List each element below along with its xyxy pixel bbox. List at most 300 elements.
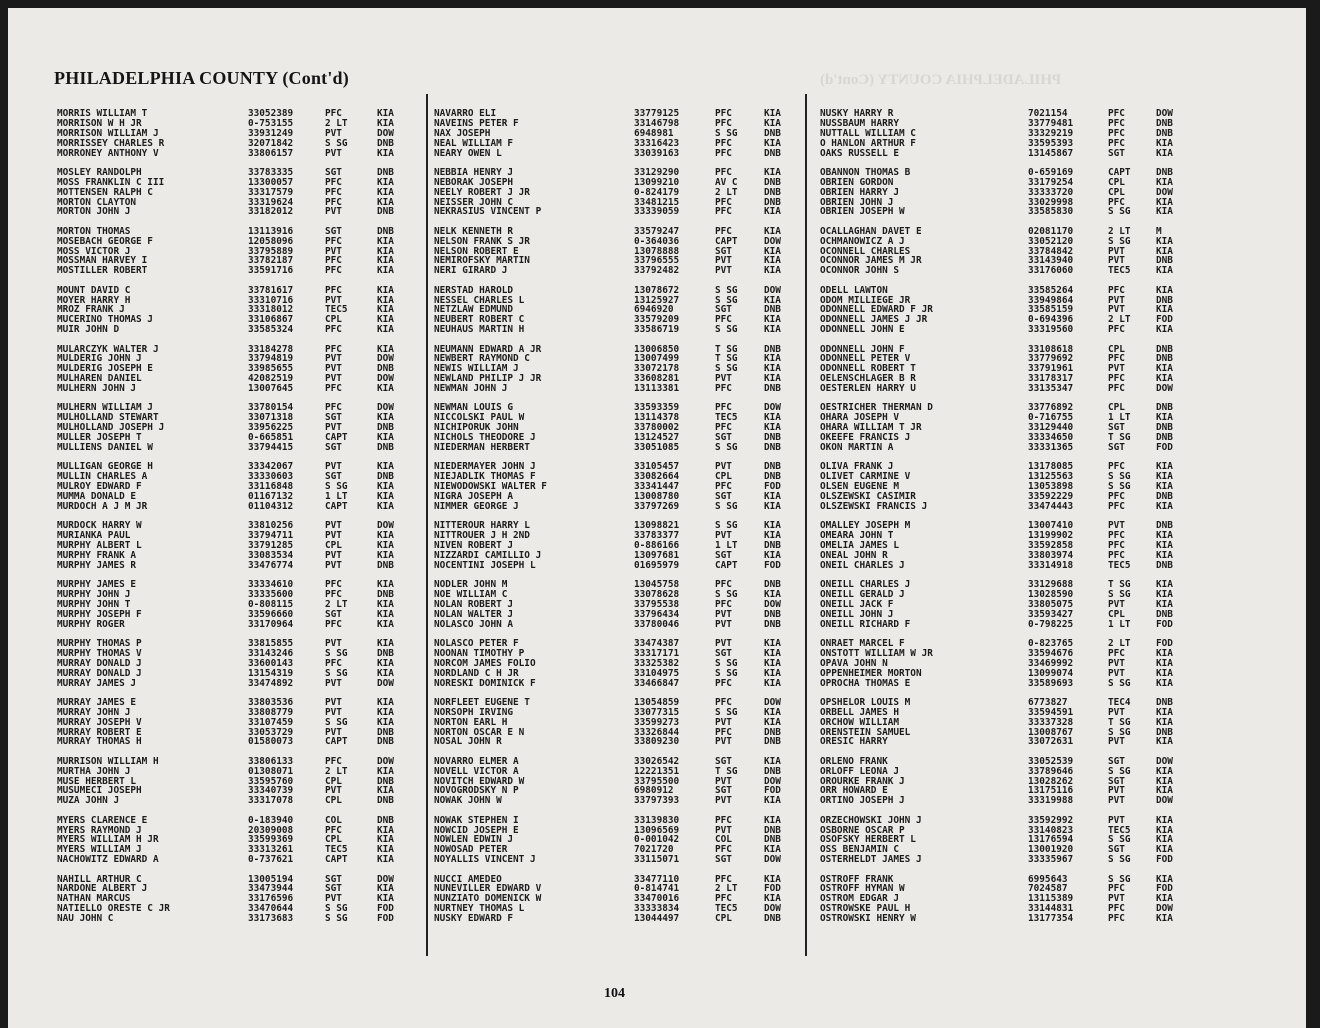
status-code: KIA <box>764 246 781 257</box>
status-code: KIA <box>764 648 781 659</box>
rank: PFC <box>715 599 732 610</box>
rank: PVT <box>1108 521 1125 532</box>
entry-group <box>434 875 804 934</box>
serial-number: 7021720 <box>634 845 674 856</box>
rank: 1 LT <box>1108 413 1131 424</box>
status-code: KIA <box>377 285 394 296</box>
casualty-name: OAKS RUSSELL E <box>820 148 900 159</box>
entry-group <box>820 639 1196 698</box>
status-code: KIA <box>1156 413 1173 424</box>
rank: SGT <box>1108 756 1125 767</box>
status-code: KIA <box>377 697 394 708</box>
rank: S SG <box>1108 727 1131 738</box>
casualty-name: NIEJADLIK THOMAS F <box>434 472 536 483</box>
casualty-row <box>820 423 1196 433</box>
status-code: KIA <box>764 167 781 178</box>
casualty-row <box>434 845 804 855</box>
rank: PVT <box>715 256 732 267</box>
casualty-row <box>434 139 804 149</box>
casualty-name: MULLER JOSEPH T <box>57 433 142 444</box>
rank: TEC5 <box>1108 825 1131 836</box>
entry-group <box>57 462 419 521</box>
rank: CPL <box>1108 403 1125 414</box>
serial-number: 33335600 <box>248 590 294 600</box>
status-code: FOD <box>764 482 781 493</box>
serial-number: 33985655 <box>248 364 294 375</box>
casualty-name: OCONNELL CHARLES <box>820 246 911 257</box>
casualty-name: NAHILL ARTHUR C <box>57 874 142 885</box>
serial-number: 33470644 <box>248 904 294 915</box>
casualty-name: NORSOPH IRVING <box>434 707 514 718</box>
serial-number: 13028262 <box>1028 776 1074 787</box>
rank: PFC <box>1108 354 1125 365</box>
status-code: KIA <box>764 845 781 856</box>
status-code: KIA <box>377 609 394 620</box>
casualty-name: NIEDERMAYER JOHN J <box>434 462 536 473</box>
casualty-row <box>57 659 419 669</box>
serial-number: 33585830 <box>1028 207 1074 218</box>
serial-number: 33796434 <box>634 609 680 620</box>
status-code: DNB <box>377 443 394 453</box>
status-code: KIA <box>377 786 394 797</box>
status-code: KIA <box>377 884 394 895</box>
casualty-row <box>434 835 804 845</box>
rank: PFC <box>715 423 732 434</box>
casualty-row <box>820 305 1196 315</box>
casualty-row <box>57 227 419 237</box>
serial-number: 20309008 <box>248 825 294 836</box>
rank: PVT <box>325 560 342 571</box>
casualty-name: MURPHY JOHN J <box>57 590 131 600</box>
casualty-name: OSOFSKY HERBERT L <box>820 835 916 846</box>
serial-number: 13125563 <box>1028 472 1074 483</box>
casualty-row <box>57 315 419 325</box>
casualty-row <box>57 679 419 689</box>
casualty-row <box>57 149 419 159</box>
serial-number: 33474387 <box>634 639 680 649</box>
status-code: KIA <box>764 796 781 807</box>
casualty-name: NEARY OWEN L <box>434 148 502 159</box>
status-code: DNB <box>377 423 394 434</box>
rank: PFC <box>325 825 342 836</box>
casualty-row <box>434 659 804 669</box>
casualty-row <box>820 345 1196 355</box>
casualty-name: NUNZIATO DOMENICK W <box>434 894 542 905</box>
casualty-row <box>57 286 419 296</box>
rank: CAPT <box>715 236 738 247</box>
entry-group <box>820 875 1196 934</box>
casualty-name: ODOM MILLIEGE JR <box>820 295 911 306</box>
serial-number: 33176596 <box>248 894 294 905</box>
serial-number: 13007410 <box>1028 521 1074 532</box>
casualty-name: OSTROM EDGAR J <box>820 894 900 905</box>
serial-number: 33129290 <box>634 167 680 178</box>
casualty-name: OKEEFE FRANCIS J <box>820 433 911 444</box>
casualty-name: O HANLON ARTHUR F <box>820 138 916 149</box>
serial-number: 33318012 <box>248 305 294 316</box>
casualty-name: NEISSER JOHN C <box>434 197 514 208</box>
status-code: DNB <box>1156 403 1173 414</box>
status-code: KIA <box>1156 835 1173 846</box>
casualty-name: ORBELL JAMES H <box>820 707 900 718</box>
serial-number: 0-716755 <box>1028 413 1074 424</box>
status-code: FOD <box>1156 443 1173 453</box>
status-code: KIA <box>1156 482 1173 493</box>
serial-number: 01580073 <box>248 737 294 748</box>
rank: PFC <box>1108 884 1125 895</box>
status-code: KIA <box>377 707 394 718</box>
status-code: DNB <box>764 737 781 748</box>
serial-number: 33078628 <box>634 590 680 600</box>
casualty-row <box>820 914 1196 924</box>
rank: CPL <box>325 776 342 787</box>
status-code: FOD <box>1156 855 1173 866</box>
casualty-row <box>820 354 1196 364</box>
casualty-name: MURPHY FRANK A <box>57 550 137 561</box>
status-code: KIA <box>377 197 394 208</box>
serial-number: 33797269 <box>634 501 680 512</box>
casualty-name: NOWCID JOSEPH E <box>434 825 519 836</box>
status-code: KIA <box>1156 531 1173 542</box>
rank: PVT <box>1108 707 1125 718</box>
rank: PFC <box>325 344 342 355</box>
status-code: KIA <box>1156 550 1173 561</box>
entry-group <box>57 698 419 757</box>
rank: PVT <box>1108 815 1125 826</box>
serial-number: 33106867 <box>248 315 294 326</box>
casualty-row <box>434 502 804 512</box>
serial-number: 33481215 <box>634 197 680 208</box>
casualty-row <box>820 659 1196 669</box>
rank: S SG <box>715 285 738 296</box>
casualty-name: NOCENTINI JOSEPH L <box>434 560 536 571</box>
rank: TEC5 <box>1108 560 1131 571</box>
casualty-name: NICCOLSKI PAUL W <box>434 413 525 424</box>
casualty-row <box>57 345 419 355</box>
rank: CAPT <box>1108 167 1131 178</box>
casualty-name: MULHAREN DANIEL <box>57 374 142 385</box>
serial-number: 33795889 <box>248 246 294 257</box>
serial-number: 33334650 <box>1028 433 1074 444</box>
entry-group <box>434 286 804 345</box>
casualty-name: NEAL WILLIAM F <box>434 138 514 149</box>
casualty-name: NAX JOSEPH <box>434 128 491 139</box>
casualty-name: MULHOLLAND JOSEPH J <box>57 423 165 434</box>
casualty-row <box>820 403 1196 413</box>
status-code: DNB <box>1156 521 1173 532</box>
casualty-row <box>434 433 804 443</box>
casualty-name: NUNEVILLER EDWARD V <box>434 884 542 895</box>
casualty-row <box>820 708 1196 718</box>
rank: TEC5 <box>325 845 348 856</box>
status-code: DOW <box>764 776 781 787</box>
serial-number: 33176060 <box>1028 266 1074 277</box>
rank: PFC <box>1108 462 1125 473</box>
rank: SGT <box>1108 443 1125 453</box>
rank: PVT <box>325 295 342 306</box>
serial-number: 33135347 <box>1028 384 1074 395</box>
serial-number: 33319988 <box>1028 796 1074 807</box>
casualty-name: NERSTAD HAROLD <box>434 285 514 296</box>
serial-number: 33792482 <box>634 266 680 277</box>
casualty-row <box>434 443 804 453</box>
serial-number: 13178085 <box>1028 462 1074 473</box>
status-code: KIA <box>377 315 394 326</box>
casualty-row <box>434 777 804 787</box>
status-code: DOW <box>377 874 394 885</box>
status-code: DOW <box>764 904 781 915</box>
rank: PVT <box>325 894 342 905</box>
status-code: KIA <box>1156 580 1173 591</box>
status-code: KIA <box>1156 668 1173 679</box>
rank: T SG <box>1108 580 1131 591</box>
casualty-name: OMELIA JAMES L <box>820 541 900 551</box>
casualty-row <box>57 472 419 482</box>
status-code: DNB <box>764 835 781 846</box>
rank: CAPT <box>715 560 738 571</box>
rank: PFC <box>715 482 732 493</box>
status-code: DNB <box>377 727 394 738</box>
casualty-row <box>57 718 419 728</box>
casualty-name: NOVOGRODSKY N P <box>434 786 519 797</box>
casualty-row <box>57 786 419 796</box>
casualty-name: ONEILL CHARLES J <box>820 580 911 591</box>
rank: PFC <box>1108 325 1125 336</box>
serial-number: 33477110 <box>634 874 680 885</box>
casualty-row <box>820 737 1196 747</box>
casualty-name: MURRAY JAMES J <box>57 678 137 689</box>
serial-number: 33589693 <box>1028 678 1074 689</box>
status-code: KIA <box>1156 648 1173 659</box>
rank: CPL <box>1108 344 1125 355</box>
casualty-row <box>57 561 419 571</box>
entry-group <box>820 757 1196 816</box>
casualty-row <box>820 492 1196 502</box>
casualty-name: MROZ FRANK J <box>57 305 125 316</box>
casualty-name: MULHERN WILLIAM J <box>57 403 153 414</box>
casualty-row <box>57 590 419 600</box>
status-code: DNB <box>1156 727 1173 738</box>
casualty-row <box>820 639 1196 649</box>
rank: PVT <box>1108 246 1125 257</box>
status-code: DNB <box>377 560 394 571</box>
casualty-name: MULHOLLAND STEWART <box>57 413 159 424</box>
casualty-row <box>820 826 1196 836</box>
casualty-name: OCONNOR JAMES M JR <box>820 256 922 267</box>
casualty-name: NOWAK JOHN W <box>434 796 502 807</box>
serial-number: 33116848 <box>248 482 294 493</box>
casualty-row <box>434 875 804 885</box>
rank: PVT <box>325 246 342 257</box>
status-code: KIA <box>377 433 394 444</box>
rank: S SG <box>1108 835 1131 846</box>
casualty-name: NETZLAW EDMUND <box>434 305 514 316</box>
rank: PFC <box>1108 648 1125 659</box>
serial-number: 13044497 <box>634 914 680 925</box>
status-code: KIA <box>764 374 781 385</box>
rank: PFC <box>715 874 732 885</box>
casualty-name: NEBORAK JOSEPH <box>434 177 514 188</box>
casualty-name: OBRIEN JOHN J <box>820 197 894 208</box>
rank: SGT <box>325 167 342 178</box>
casualty-name: NICHIPORUK JOHN <box>434 423 519 434</box>
casualty-name: OCONNOR JOHN S <box>820 266 900 277</box>
status-code: DNB <box>764 914 781 925</box>
casualty-name: MYERS RAYMOND J <box>57 825 142 836</box>
column-divider-right <box>805 94 807 956</box>
serial-number: 33949864 <box>1028 295 1074 306</box>
casualty-row <box>434 207 804 217</box>
casualty-name: ONEILL RICHARD F <box>820 619 911 630</box>
serial-number: 33600143 <box>248 658 294 669</box>
serial-number: 33129440 <box>1028 423 1074 434</box>
serial-number: 33579209 <box>634 315 680 326</box>
status-code: KIA <box>377 717 394 728</box>
serial-number: 33789646 <box>1028 766 1074 777</box>
casualty-name: NAU JOHN C <box>57 914 114 925</box>
serial-number: 13113381 <box>634 384 680 395</box>
rank: S SG <box>1108 874 1131 885</box>
serial-number: 33781617 <box>248 285 294 296</box>
status-code: DOW <box>377 521 394 532</box>
casualty-name: NEKRASIUS VINCENT P <box>434 207 542 218</box>
rank: PVT <box>1108 295 1125 306</box>
rank: S SG <box>1108 678 1131 689</box>
casualty-name: NORTON OSCAR E N <box>434 727 525 738</box>
serial-number: 33144831 <box>1028 904 1074 915</box>
casualty-row <box>820 227 1196 237</box>
status-code: KIA <box>764 678 781 689</box>
casualty-row <box>57 698 419 708</box>
rank: PFC <box>1108 197 1125 208</box>
status-code: KIA <box>1156 678 1173 689</box>
status-code: KIA <box>377 482 394 493</box>
casualty-name: OLIVET CARMINE V <box>820 472 911 483</box>
entry-group <box>820 462 1196 521</box>
casualty-row <box>57 669 419 679</box>
status-code: DOW <box>764 599 781 610</box>
rank: PVT <box>1108 256 1125 267</box>
casualty-name: MORTON JOHN J <box>57 207 131 218</box>
casualty-name: NUTTALL WILLIAM C <box>820 128 916 139</box>
casualty-row <box>57 914 419 924</box>
status-code: KIA <box>1156 845 1173 856</box>
casualty-row <box>434 482 804 492</box>
casualty-name: OSTROWSKE PAUL H <box>820 904 911 915</box>
casualty-row <box>57 482 419 492</box>
casualty-name: OSS BENJAMIN C <box>820 845 900 856</box>
status-code: DNB <box>764 443 781 453</box>
rank: 2 LT <box>715 187 738 198</box>
casualty-name: NARDONE ALBERT J <box>57 884 148 895</box>
rank: PFC <box>715 845 732 856</box>
serial-number: 33319624 <box>248 197 294 208</box>
serial-number: 13145867 <box>1028 148 1074 159</box>
status-code: KIA <box>764 354 781 365</box>
casualty-row <box>820 364 1196 374</box>
rank: PFC <box>1108 492 1125 502</box>
serial-number: 33129688 <box>1028 580 1074 591</box>
entry-group <box>820 403 1196 462</box>
rank: PVT <box>1108 658 1125 669</box>
casualty-name: OPAVA JOHN N <box>820 658 888 669</box>
serial-number: 0-886166 <box>634 541 680 551</box>
rank: PVT <box>1108 894 1125 905</box>
casualty-name: ORR HOWARD E <box>820 786 888 797</box>
rank: SGT <box>715 492 732 502</box>
casualty-name: MURPHY JOSEPH F <box>57 609 142 620</box>
casualty-name: MULDERIG JOHN J <box>57 354 142 365</box>
serial-number: 33178317 <box>1028 374 1074 385</box>
rank: PVT <box>325 423 342 434</box>
entry-group <box>434 521 804 580</box>
status-code: KIA <box>764 315 781 326</box>
casualty-row <box>57 639 419 649</box>
rank: SGT <box>715 855 732 866</box>
rank: PFC <box>715 109 732 119</box>
casualty-name: NORESKI DOMINICK F <box>434 678 536 689</box>
casualty-name: OHARA WILLIAM T JR <box>820 423 922 434</box>
casualty-row <box>57 580 419 590</box>
rank: 2 LT <box>1108 639 1131 649</box>
casualty-row <box>57 737 419 747</box>
serial-number: 33474892 <box>248 678 294 689</box>
casualty-name: NORTON EARL H <box>434 717 508 728</box>
rank: CPL <box>715 472 732 483</box>
status-code: FOD <box>1156 619 1173 630</box>
casualty-name: MOSS FRANKLIN C III <box>57 177 165 188</box>
casualty-row <box>820 247 1196 257</box>
status-code: DNB <box>764 825 781 836</box>
serial-number: 33780154 <box>248 403 294 414</box>
rank: PFC <box>715 197 732 208</box>
casualty-row <box>820 109 1196 119</box>
casualty-name: MOTTENSEN RALPH C <box>57 187 153 198</box>
rank: PFC <box>715 118 732 129</box>
casualty-name: MORRONEY ANTHONY V <box>57 148 159 159</box>
entry-group <box>820 698 1196 757</box>
casualty-name: NAVARRO ELI <box>434 109 497 119</box>
serial-number: 33107459 <box>248 717 294 728</box>
casualty-name: OCALLAGHAN DAVET E <box>820 226 922 237</box>
status-code: FOD <box>764 560 781 571</box>
status-code: KIA <box>377 855 394 866</box>
casualty-name: MORTON THOMAS <box>57 226 131 237</box>
rank: 2 LT <box>325 766 348 777</box>
casualty-name: NEWIS WILLIAM J <box>434 364 519 375</box>
status-code: DNB <box>764 305 781 316</box>
casualty-name: ONSTOTT WILLIAM W JR <box>820 648 933 659</box>
rank: CPL <box>325 315 342 326</box>
status-code: KIA <box>1156 825 1173 836</box>
casualty-name: NOWAK STEPHEN I <box>434 815 519 826</box>
casualty-name: ORESIC HARRY <box>820 737 888 748</box>
serial-number: 33809230 <box>634 737 680 748</box>
status-code: KIA <box>377 668 394 679</box>
rank: CPL <box>325 796 342 807</box>
casualty-name: MYERS WILLIAM J <box>57 845 142 856</box>
serial-number: 33341447 <box>634 482 680 493</box>
serial-number: 7021154 <box>1028 109 1068 119</box>
serial-number: 33797393 <box>634 796 680 807</box>
casualty-name: MURPHY JAMES E <box>57 580 137 591</box>
casualty-row <box>820 786 1196 796</box>
status-code: KIA <box>377 619 394 630</box>
casualty-row <box>57 296 419 306</box>
rank: S SG <box>715 658 738 669</box>
serial-number: 33779692 <box>1028 354 1074 365</box>
casualty-name: NEWMAN JOHN J <box>434 384 508 395</box>
